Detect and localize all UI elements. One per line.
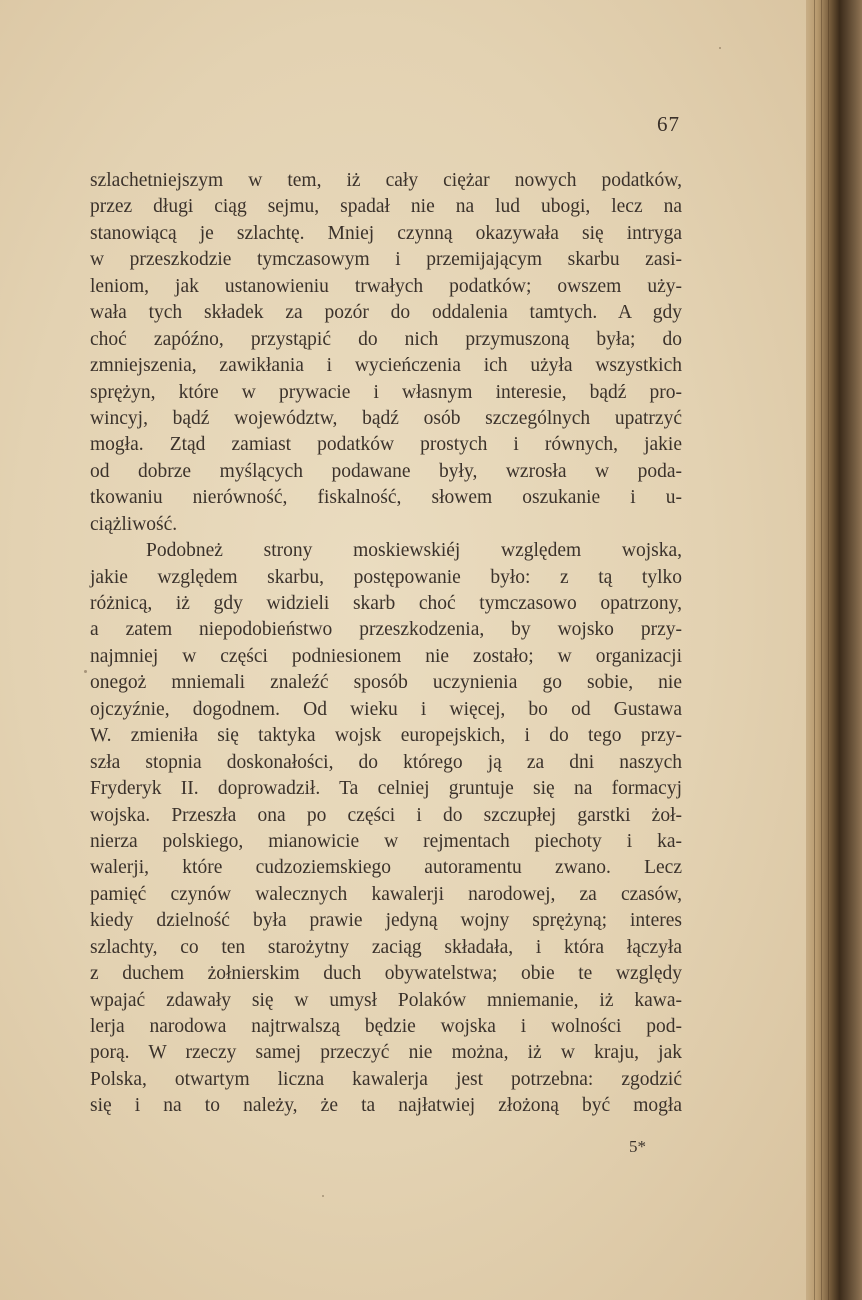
text-line: mogła. Ztąd zamiast podatków prostych i równych, jakie [90, 434, 682, 456]
text-line: się i na to należy, że ta najłatwiej złożoną być mogła [90, 1095, 682, 1117]
text-line: pamięć czynów walecznych kawalerji narodowej, za czasów, [90, 883, 682, 905]
page-edge-line [814, 0, 815, 1300]
text-line: od dobrze myślących podawane były, wzrosła w poda- [90, 460, 682, 482]
text-line: leniom, jak ustanowieniu trwałych podatków; owszem uży- [90, 275, 682, 297]
text-line: kiedy dzielność była prawie jedyną wojny sprężyną; interes [90, 910, 682, 932]
text-line: jakie względem skarbu, postępowanie było: z tą tylko [90, 566, 682, 588]
text-line: porą. W rzeczy samej przeczyć nie można, iż w kraju, jak [90, 1042, 682, 1064]
text-line: najmniej w części podniesionem nie zostało; w organizacji [90, 645, 682, 667]
text-line: wincyj, bądź województw, bądź osób szczególnych upatrzyć [90, 407, 682, 429]
text-line: choć zapóźno, przystąpić do nich przymuszoną była; do [90, 328, 682, 350]
page-edge-line [828, 0, 829, 1300]
text-line: różnicą, iż gdy widzieli skarb choć tymczasowo opatrzony, [90, 593, 682, 614]
text-line: w przeszkodzie tymczasowym i przemijającym skarbu zasi- [90, 249, 682, 271]
text-line: ciążliwość. [90, 513, 178, 535]
signature-mark: 5* [629, 1137, 646, 1156]
text-line: Polska, otwartym liczna kawalerja jest potrzebna: zgodzić [90, 1068, 682, 1090]
text-line: Podobneż strony moskiewskiéj względem wojska, [146, 540, 682, 562]
text-line: sprężyn, które w prywacie i własnym interesie, bądź pro- [90, 381, 682, 403]
text-line: tkowaniu nierówność, fiskalność, słowem oszukanie i u- [90, 487, 682, 509]
text-line: ojczyźnie, dogodnem. Od wieku i więcej, bo od Gustawa [90, 698, 682, 720]
text-line: wpajać zdawały się w umysł Polaków mniemanie, iż kawa- [90, 989, 682, 1011]
text-line: a zatem niepodobieństwo przeszkodzenia, by wojsko przy- [90, 619, 682, 641]
text-line: W. zmieniła się taktyka wojsk europejskich, i do tego przy- [90, 725, 682, 747]
text-line: stanowiącą je szlachtę. Mniej czynną okazywała się intryga [90, 222, 682, 244]
paragraph-2 [90, 538, 682, 1120]
text-line: Fryderyk II. doprowadził. Ta celniej gruntuje się na formacyj [90, 778, 682, 800]
text-line: z duchem żołnierskim duch obywatelstwa; obie te względy [90, 963, 682, 985]
page-number: 67 [657, 112, 680, 136]
paper-speck [84, 670, 87, 673]
text-line: szlachty, co ten starożytny zaciąg składała, i która łączyła [90, 936, 682, 958]
text-line: onegoż mniemali znaleźć sposób uczynienia go sobie, nie [90, 672, 682, 694]
text-line: szlachetniejszym w tem, iż cały ciężar nowych podatków, [90, 170, 682, 191]
text-line: wała tych składek za pozór do oddalenia tamtych. A gdy [90, 302, 682, 324]
paper-speck [719, 47, 721, 49]
text-line: przez długi ciąg sejmu, spadał nie na lud ubogi, lecz na [90, 196, 682, 218]
book-binding-edge [806, 0, 862, 1300]
body-text [90, 168, 682, 1120]
text-line: wojska. Przeszła ona po części i do szczupłej garstki żoł- [90, 804, 682, 826]
text-line: walerji, które cudzoziemskiego autoramentu zwano. Lecz [90, 857, 682, 879]
text-line: nierza polskiego, mianowicie w rejmentach piechoty i ka- [90, 830, 682, 852]
page-edge-line [821, 0, 822, 1300]
paragraph-1 [90, 168, 682, 538]
text-line: zmniejszenia, zawikłania i wycieńczenia ich użyła wszystkich [90, 355, 682, 377]
text-line: lerja narodowa najtrwalszą będzie wojska i wolności pod- [90, 1016, 682, 1037]
text-line: szła stopnia doskonałości, do którego ją za dni naszych [90, 751, 682, 773]
paper-speck [322, 1195, 324, 1197]
